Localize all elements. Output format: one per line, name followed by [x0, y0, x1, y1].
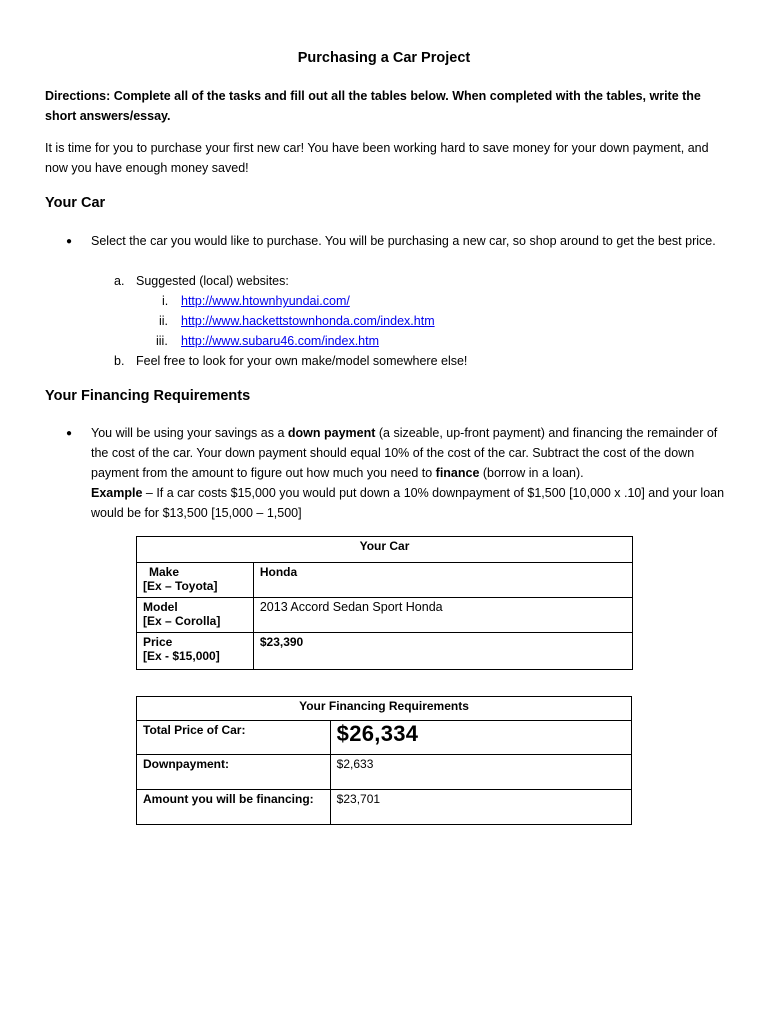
row-label-cell [137, 598, 254, 633]
table-row [137, 598, 633, 633]
downpayment-label: Downpayment: [137, 755, 331, 790]
list-marker-ii: ii. [159, 314, 169, 328]
suggested-websites-label: Suggested (local) websites: [136, 274, 289, 288]
row-label: Price [143, 635, 173, 649]
car-bullet-text: Select the car you would like to purchase. You will be purchasing a new car, so shop around to get the best price. [91, 234, 716, 248]
total-price-label: Total Price of Car: [137, 721, 331, 755]
link-htownhyundai[interactable]: http://www.htownhyundai.com/ [181, 294, 350, 308]
row-hint: [Ex - $15,000] [143, 649, 220, 663]
row-label-cell [137, 633, 254, 670]
own-make-model-text: Feel free to look for your own make/model somewhere else! [136, 354, 468, 368]
your-car-table-title: Your Car [137, 537, 633, 563]
intro-paragraph: It is time for you to purchase your first new car! You have been working hard to save money for your down payment, and now you have enough money saved! [45, 141, 709, 175]
list-marker-i: i. [162, 294, 169, 308]
financing-table [136, 696, 632, 825]
financing-amount-value[interactable]: $23,701 [330, 790, 631, 825]
page-title: Purchasing a Car Project [297, 50, 471, 66]
example-label: Example [91, 486, 143, 500]
link-subaru46[interactable]: http://www.subaru46.com/index.htm [181, 334, 380, 348]
row-label-cell [137, 563, 254, 598]
section-heading-financing: Your Financing Requirements [45, 388, 251, 404]
finance-term: finance [435, 466, 480, 480]
bullet-dot: ● [66, 428, 73, 439]
list-marker-iii: iii. [156, 334, 168, 348]
section-heading-your-car: Your Car [45, 195, 106, 211]
fin-text: (a sizeable, up-front payment) and financing the remainder of the cost of the car. Your down payment should equal 10% of the cost of the car. Subtract the cost of the down payment from the amount to figure out how much you need to [91, 426, 718, 480]
list-marker-a: a. [114, 274, 125, 288]
table-row [137, 563, 633, 598]
directions-paragraph: Directions: Complete all of the tasks and fill out all the tables below. When completed with the tables, write the short answers/essay. [45, 89, 701, 123]
table-row [137, 755, 632, 790]
down-payment-term: down payment [287, 426, 376, 440]
downpayment-value[interactable]: $2,633 [330, 755, 631, 790]
bullet-dot: ● [66, 236, 73, 247]
model-value[interactable]: 2013 Accord Sedan Sport Honda [253, 598, 632, 633]
financing-paragraph [91, 423, 731, 523]
total-price-value[interactable]: $26,334 [330, 721, 631, 755]
your-car-table [136, 536, 633, 670]
financing-table-title: Your Financing Requirements [137, 697, 632, 721]
list-marker-b: b. [114, 354, 125, 368]
example-text: – If a car costs $15,000 you would put down a 10% downpayment of $1,500 [10,000 x .10] and your loan would be for $13,500 [15,000 – 1,500] [91, 486, 725, 520]
row-hint: [Ex – Toyota] [143, 579, 218, 593]
table-row [137, 633, 633, 670]
row-label: Make [149, 565, 180, 579]
fin-text: You will be using your savings as a [91, 426, 288, 440]
row-label: Model [143, 600, 178, 614]
table-row [137, 790, 632, 825]
financing-amount-label: Amount you will be financing: [137, 790, 331, 825]
row-hint: [Ex – Corolla] [143, 614, 221, 628]
make-value[interactable]: Honda [253, 563, 632, 598]
table-row [137, 721, 632, 755]
fin-text: (borrow in a loan). [479, 466, 584, 480]
price-value[interactable]: $23,390 [253, 633, 632, 670]
link-hackettstownhonda[interactable]: http://www.hackettstownhonda.com/index.htm [181, 314, 435, 328]
